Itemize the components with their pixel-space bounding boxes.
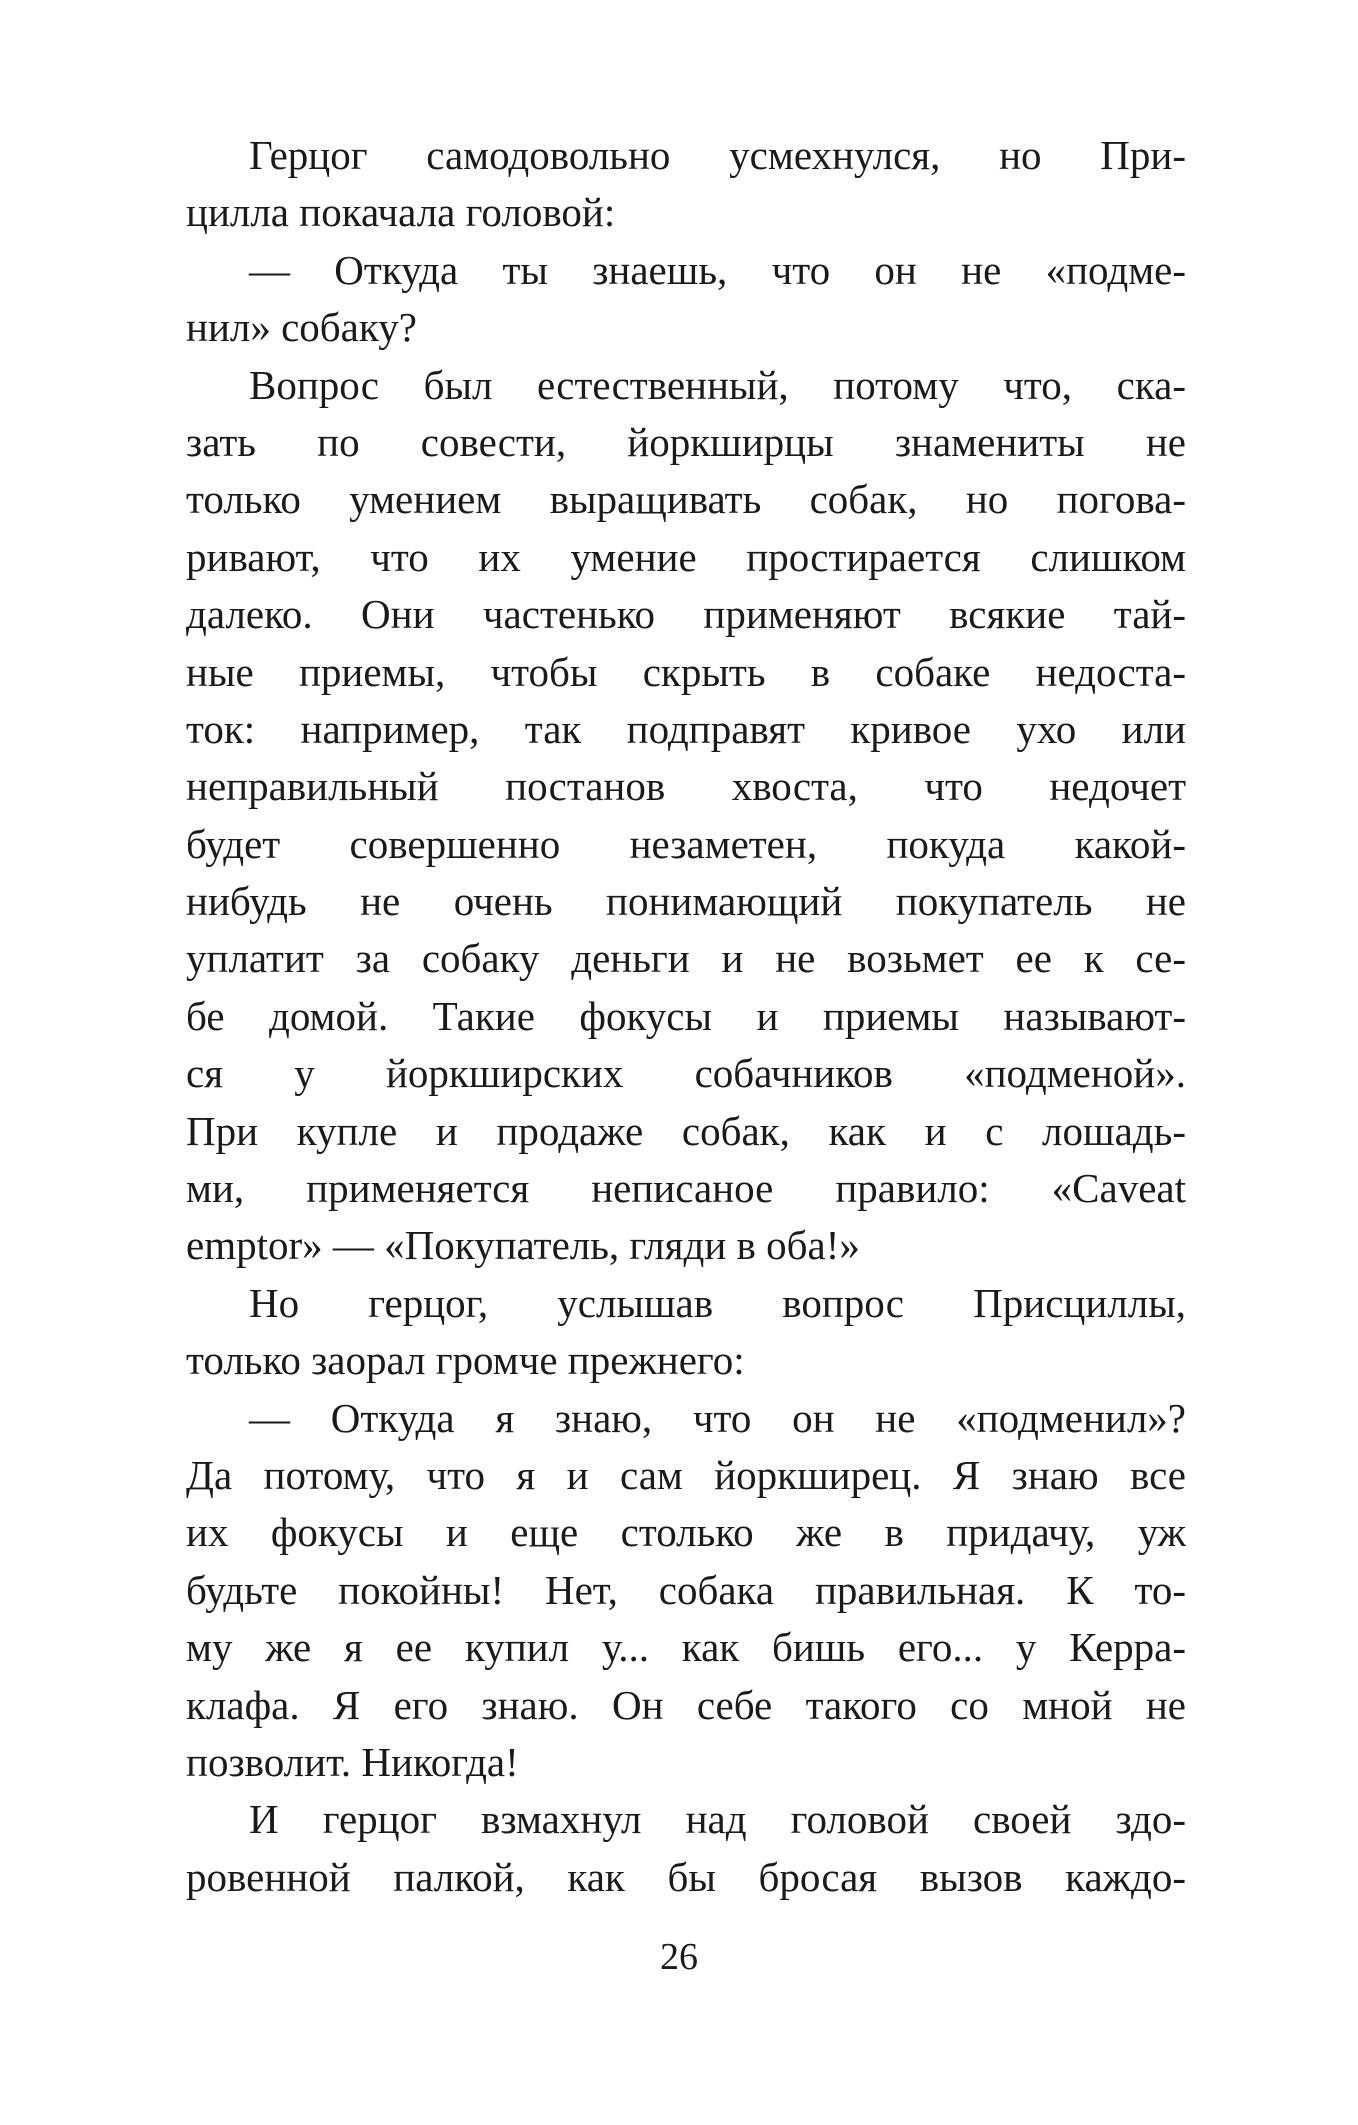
text-line: ные приемы, чтобы скрыть в собаке недоста- <box>186 648 1186 695</box>
text-line: ривают, что их умение простирается слишком <box>186 533 1186 580</box>
text-line: Да потому, что я и сам йоркширец. Я знаю все <box>186 1451 1186 1498</box>
text-line: уплатит за собаку деньги и не возьмет ее к се- <box>186 935 1186 982</box>
text-line: — Откуда ты знаешь, что он не «подме- <box>249 246 1186 293</box>
text-line: му же я ее купил у... как бишь его... у Керра- <box>186 1624 1186 1671</box>
text-line: ся у йоркширских собачников «подменой». <box>186 1050 1186 1097</box>
text-line: будьте покойны! Нет, собака правильная. К то- <box>186 1566 1186 1613</box>
text-line: клафа. Я его знаю. Он себе такого со мной не <box>186 1681 1186 1728</box>
text-line: их фокусы и еще столько же в придачу, уж <box>186 1509 1186 1556</box>
text-line: — Откуда я знаю, что он не «подменил»? <box>249 1394 1186 1441</box>
text-line: И герцог взмахнул над головой своей здо- <box>249 1796 1186 1843</box>
text-line: нил» собаку? <box>186 304 417 351</box>
text-line: Но герцог, услышав вопрос Присциллы, <box>249 1279 1186 1326</box>
text-line: ток: например, так подправят кривое ухо или <box>186 705 1186 752</box>
text-line: нибудь не очень понимающий покупатель не <box>186 878 1186 925</box>
text-line: emptor» — «Покупатель, гляди в оба!» <box>186 1222 860 1269</box>
text-line: ми, применяется неписаное правило: «Caveat <box>186 1165 1186 1212</box>
text-line: При купле и продаже собак, как и с лошадь- <box>186 1107 1186 1154</box>
text-line: неправильный постанов хвоста, что недочет <box>186 763 1186 810</box>
text-line: позволит. Никогда! <box>186 1738 519 1785</box>
text-line: далеко. Они частенько применяют всякие тай- <box>186 591 1186 638</box>
text-line: только умением выращивать собак, но погова- <box>186 476 1186 523</box>
text-line: Вопрос был естественный, потому что, ска- <box>249 361 1186 408</box>
text-line: бе домой. Такие фокусы и приемы называют- <box>186 992 1186 1039</box>
page-number: 26 <box>660 1936 698 1978</box>
text-line: зать по совести, йоркширцы знамениты не <box>186 418 1186 465</box>
text-line: Герцог самодовольно усмехнулся, но При- <box>249 132 1186 178</box>
text-line: только заорал громче прежнего: <box>186 1337 745 1384</box>
text-line: будет совершенно незаметен, покуда какой- <box>186 820 1186 867</box>
text-line: цилла покачала головой: <box>186 189 616 236</box>
body-text <box>186 127 1186 1906</box>
text-line: ровенной палкой, как бы бросая вызов каждо- <box>186 1853 1186 1900</box>
